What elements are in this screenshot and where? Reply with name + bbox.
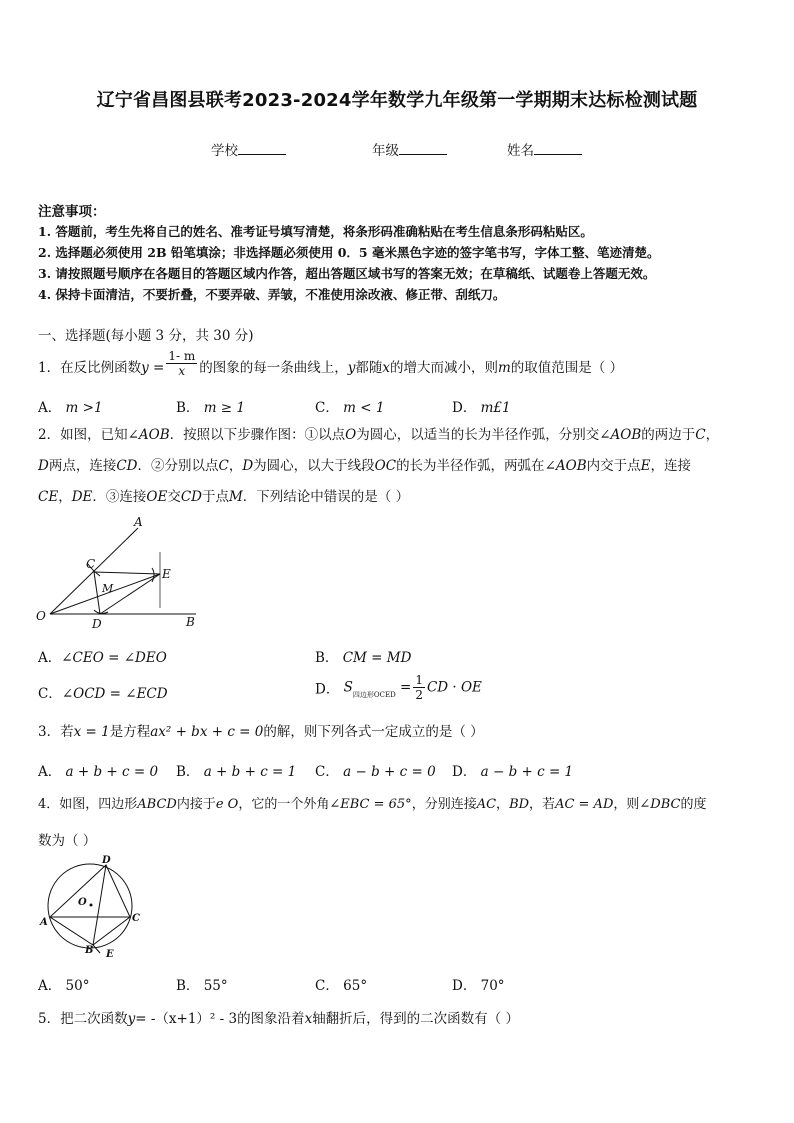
q2-option-c[interactable]: C．∠OCD = ∠ECD: [38, 686, 168, 702]
q4-option-c[interactable]: C． 65°: [315, 978, 368, 994]
center-dot: [90, 904, 93, 907]
q2-option-a[interactable]: A．∠CEO = ∠DEO: [38, 650, 167, 666]
q1-option-c[interactable]: C． m < 1: [315, 400, 385, 416]
notice-item-3: 3. 请按照题号顺序在各题目的答题区域内作答，超出答题区域书写的答案无效；在草稿纸、试题卷上答题无效。: [38, 266, 656, 281]
label-e: E: [106, 949, 114, 960]
question-1: 1．在反比例函数y = $\frac{1- m}{x}$ 的图象的每一条曲线上，y都随x的增大而减小，则m的取值范围是（ ）: [38, 349, 624, 378]
extension-be: [93, 945, 100, 953]
school-blank: [238, 142, 286, 155]
question-4-line-1: 4．如图，四边形ABCD内接于e O，它的一个外角∠EBC = 65°，分别连接AC，BD，若AC = AD，则∠DBC的度: [38, 797, 707, 812]
label-a: A: [134, 515, 143, 529]
q3-option-a[interactable]: A． a + b + c = 0: [38, 764, 159, 780]
q3-option-b[interactable]: B． a + b + c = 1: [176, 764, 297, 780]
q1-option-d[interactable]: D． m£1: [452, 400, 511, 416]
grade-label: 年级: [372, 143, 399, 159]
label-o: O: [78, 897, 87, 908]
grade-field[interactable]: [372, 139, 447, 159]
section-heading: 一、选择题(每小题 3 分，共 30 分): [38, 328, 254, 344]
label-c: C: [132, 913, 140, 924]
angle-bisector-diagram: [30, 512, 210, 632]
label-m: M: [102, 582, 114, 595]
name-field[interactable]: [507, 139, 582, 159]
question-3: 3．若x = 1是方程ax² + bx + c = 0的解，则下列各式一定成立的是（ ）: [38, 724, 484, 740]
label-o: O: [36, 609, 46, 623]
label-d: D: [102, 855, 111, 866]
name-blank: [534, 142, 582, 155]
question-2-line-1: 2．如图，已知∠AOB．按照以下步骤作图：①以点O为圆心，以适当的长为半径作弧，分别交∠AOB的两边于C，: [38, 427, 720, 443]
q3-option-c[interactable]: C． a − b + c = 0: [315, 764, 436, 780]
question-2-line-3: CE，DE．③连接OE交CD于点M．下列结论中错误的是（ ）: [38, 489, 410, 505]
label-a: A: [40, 917, 48, 928]
q2-option-b[interactable]: B． CM = MD: [315, 650, 412, 666]
label-c: C: [86, 557, 96, 571]
segment-cd: [94, 572, 100, 614]
inscribed-quadrilateral-diagram: [36, 853, 146, 961]
q4-option-a[interactable]: A． 50°: [38, 978, 90, 994]
grade-blank: [399, 142, 447, 155]
q1-option-b[interactable]: B． m ≥ 1: [176, 400, 246, 416]
diagonal-bd: [93, 865, 106, 945]
q3-option-d[interactable]: D． a − b + c = 1: [452, 764, 574, 780]
question-4-line-2: 数为（ ）: [38, 833, 97, 849]
notice-item-1: 1. 答题前，考生先将自己的姓名、准考证号填写清楚，将条形码准确粘贴在考生信息条形码粘贴区。: [38, 224, 593, 239]
segment-ce: [94, 572, 160, 574]
arc-e: [152, 568, 154, 582]
notice-item-2: 2. 选择题必须使用 2B 铅笔填涂；非选择题必须使用 0．5 毫米黑色字迹的签字笔书写，字体工整、笔迹清楚。: [38, 245, 660, 260]
q4-option-b[interactable]: B． 55°: [176, 978, 228, 994]
label-e: E: [162, 567, 171, 581]
name-label: 姓名: [507, 143, 534, 159]
fraction: $\frac{1- m}{x}$: [168, 349, 196, 378]
label-b: B: [85, 945, 94, 956]
q1-option-a[interactable]: A． m >1: [38, 400, 103, 416]
label-b: B: [186, 615, 195, 629]
page-title: 辽宁省昌图县联考2023-2024学年数学九年级第一学期期末达标检测试题: [96, 90, 698, 111]
question-5: 5．把二次函数y= -（x+1）² - 3的图象沿着x轴翻折后，得到的二次函数有（ ）: [38, 1011, 519, 1027]
school-label: 学校: [211, 143, 238, 159]
notice-item-4: 4. 保持卡面清洁，不要折叠，不要弄破、弄皱，不准使用涂改液、修正带、刮纸刀。: [38, 287, 506, 302]
notice-heading: 注意事项：: [38, 204, 106, 220]
q2-option-d[interactable]: D． $S_{四边形OCED}$ = $\frac{1}{2}$ CD · OE: [315, 673, 482, 702]
question-2-line-2: D两点，连接CD．②分别以点C，D为圆心，以大于线段OC的长为半径作弧，两弧在∠AOB内交于点E，连接: [38, 458, 691, 474]
q4-option-d[interactable]: D． 70°: [452, 978, 505, 994]
school-field[interactable]: [211, 139, 286, 159]
label-d: D: [92, 617, 102, 631]
